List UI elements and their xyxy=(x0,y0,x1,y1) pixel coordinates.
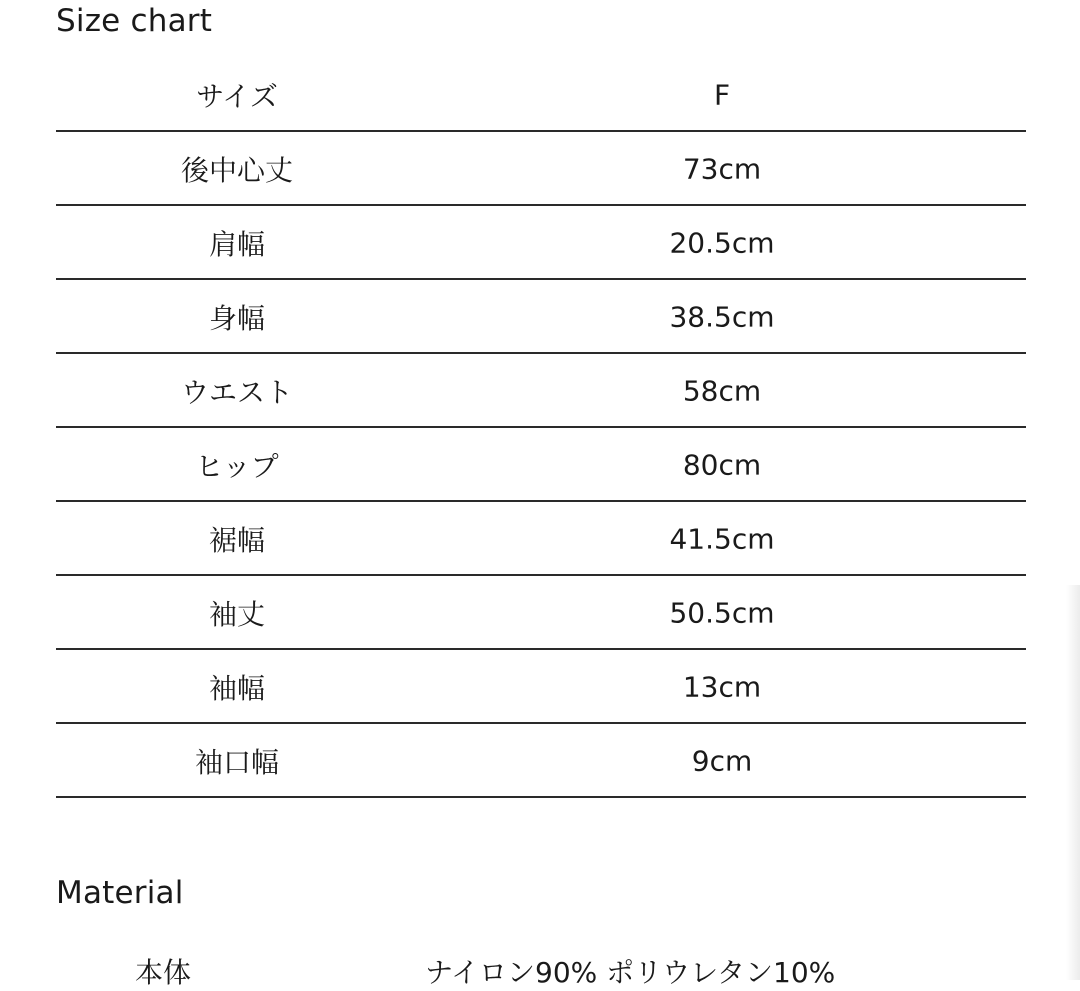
row-value: 9cm xyxy=(691,744,753,778)
row-label: 裾幅 xyxy=(208,524,265,557)
row-value: 41.5cm xyxy=(669,522,775,556)
row-label: 袖口幅 xyxy=(194,746,279,779)
row-value: 50.5cm xyxy=(669,596,775,630)
table-row xyxy=(56,428,1026,502)
row-value: 80cm xyxy=(682,448,762,482)
size-header-label: サイズ xyxy=(196,80,278,113)
size-header-value: F xyxy=(713,78,731,112)
table-row xyxy=(56,724,1026,798)
table-row xyxy=(56,206,1026,280)
table-row xyxy=(56,354,1026,428)
row-value: 38.5cm xyxy=(669,300,775,334)
size-chart-header-row xyxy=(56,58,1026,132)
size-chart-table xyxy=(56,58,1026,798)
row-label: ヒップ xyxy=(195,450,279,483)
row-label: 袖丈 xyxy=(208,598,265,631)
row-value: 20.5cm xyxy=(669,226,775,260)
material-value: ナイロン90% ポリウレタン10% xyxy=(425,956,836,989)
material-title: Material xyxy=(56,875,184,911)
material-label: 本体 xyxy=(134,956,191,989)
row-label: 袖幅 xyxy=(208,672,265,705)
material-row xyxy=(0,945,1080,989)
page-edge-shadow xyxy=(1066,585,1080,980)
row-label: 肩幅 xyxy=(208,228,265,261)
row-value: 73cm xyxy=(682,152,762,186)
row-value: 13cm xyxy=(682,670,762,704)
table-row xyxy=(56,576,1026,650)
row-value: 58cm xyxy=(682,374,762,408)
table-row xyxy=(56,132,1026,206)
table-row xyxy=(56,502,1026,576)
row-label: 身幅 xyxy=(208,302,265,335)
size-chart-title: Size chart xyxy=(56,3,213,39)
row-label: ウエスト xyxy=(180,376,293,409)
row-label: 後中心丈 xyxy=(180,154,293,187)
table-row xyxy=(56,650,1026,724)
table-row xyxy=(56,280,1026,354)
